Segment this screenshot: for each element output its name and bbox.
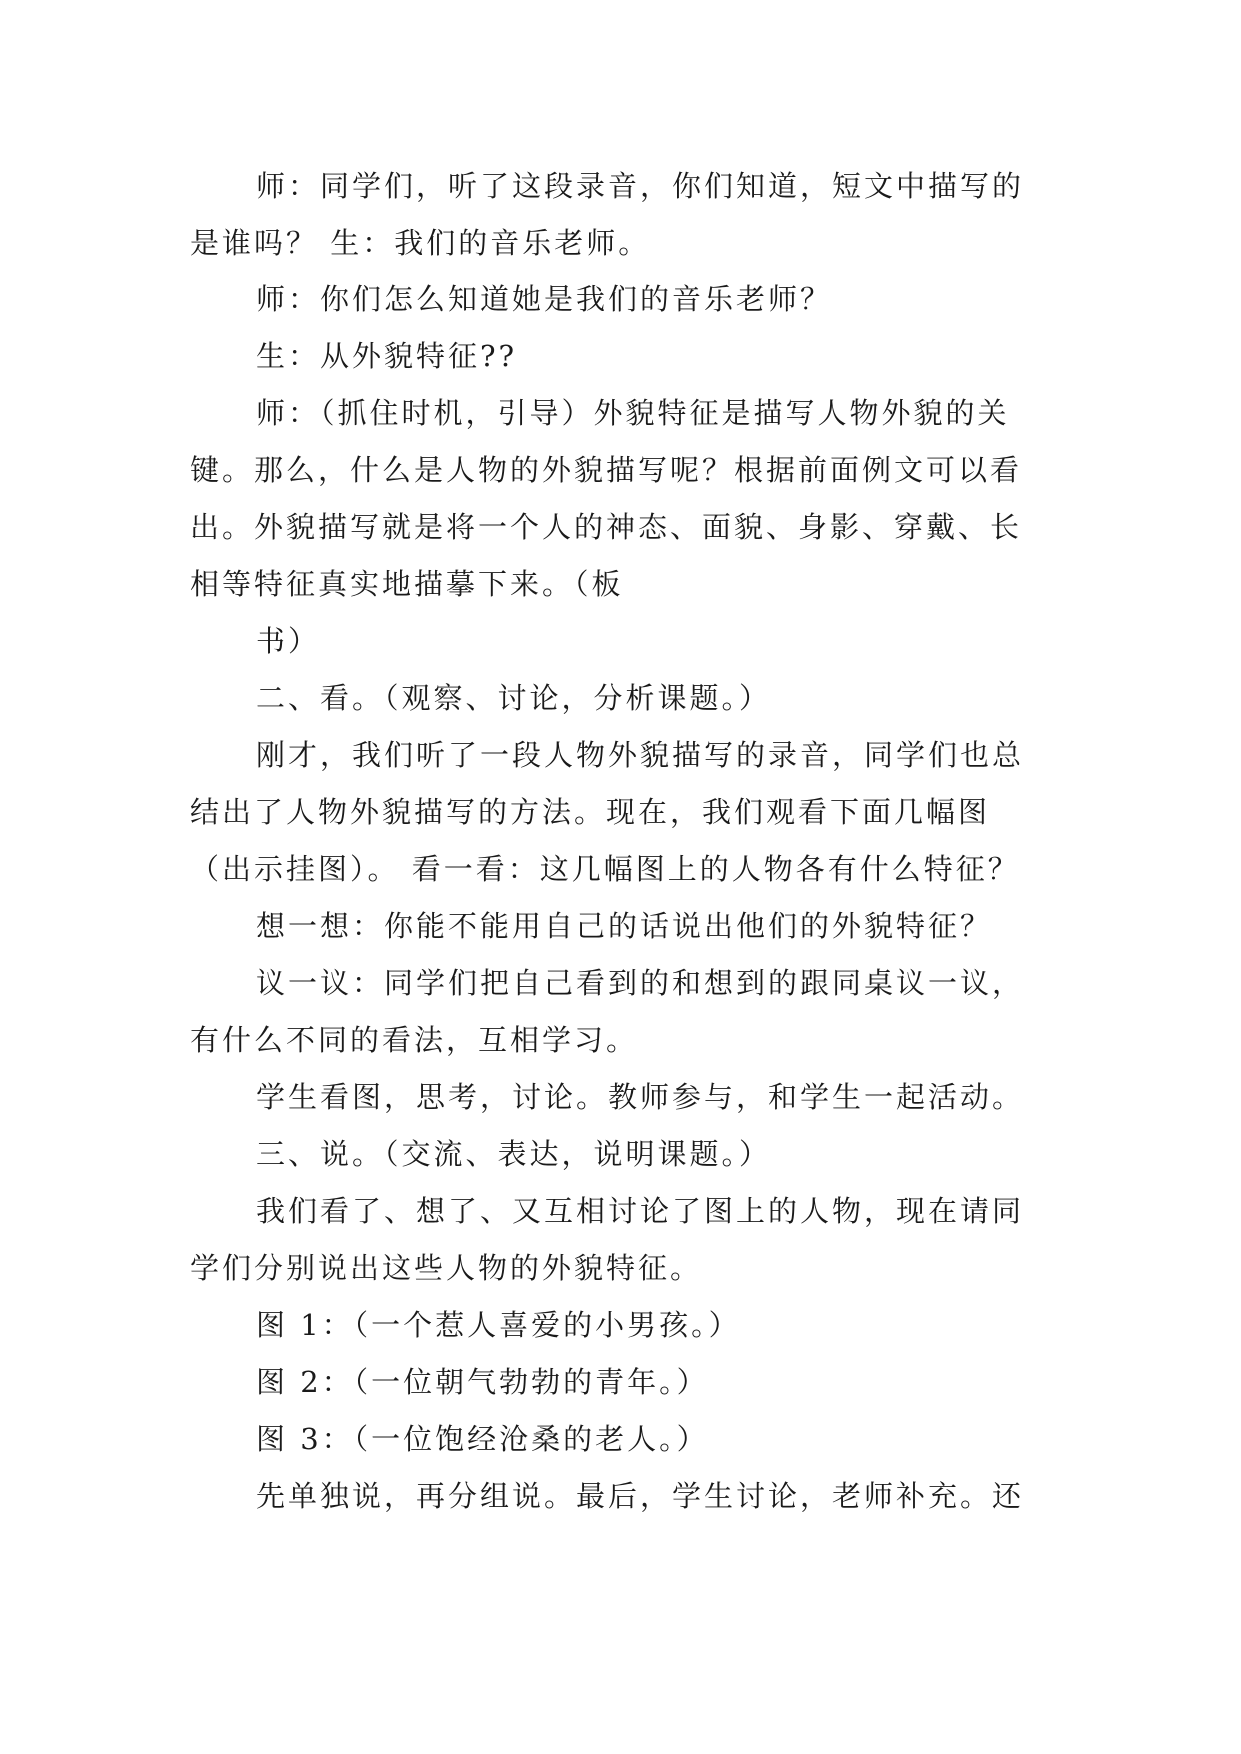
text-line: 学生看图，思考，讨论。教师参与，和学生一起活动。 bbox=[256, 1080, 1025, 1114]
text-line: 先单独说，再分组说。最后，学生讨论，老师补充。还 bbox=[256, 1479, 1025, 1513]
text-line: 结出了人物外貌描写的方法。现在，我们观看下面几幅图 bbox=[190, 795, 991, 829]
text-line: 师：（抓住时机，引导）外貌特征是描写人物外貌的关 bbox=[256, 396, 1010, 430]
text-line: 学们分别说出这些人物的外貌特征。 bbox=[190, 1251, 703, 1285]
text-line: 出。外貌描写就是将一个人的神态、面貌、身影、穿戴、长 bbox=[190, 510, 1023, 544]
text-line: 我们看了、想了、又互相讨论了图上的人物，现在请同 bbox=[256, 1194, 1025, 1228]
text-line: 相等特征真实地描摹下来。（板 bbox=[190, 567, 624, 601]
text-line: 是谁吗？ 生：我们的音乐老师。 bbox=[190, 226, 651, 260]
text-line: 生：从外貌特征?? bbox=[256, 339, 518, 373]
text-line: 图 3：（一位饱经沧桑的老人。） bbox=[256, 1422, 709, 1456]
text-line: 图 1：（一个惹人喜爱的小男孩。） bbox=[256, 1308, 741, 1342]
text-line: 键。那么，什么是人物的外貌描写呢？根据前面例文可以看 bbox=[190, 453, 1023, 487]
text-line: 有什么不同的看法，互相学习。 bbox=[190, 1023, 639, 1057]
text-line: 书） bbox=[256, 624, 321, 658]
section-heading: 三、说。（交流、表达，说明课题。） bbox=[256, 1137, 772, 1171]
section-heading: 二、看。（观察、讨论，分析课题。） bbox=[256, 681, 772, 715]
text-line: 师：同学们，听了这段录音，你们知道，短文中描写的 bbox=[256, 169, 1025, 203]
text-line: （出示挂图）。 看一看：这几幅图上的人物各有什么特征？ bbox=[190, 852, 1020, 886]
text-line: 议一议：同学们把自己看到的和想到的跟同桌议一议， bbox=[256, 966, 1025, 1000]
text-line: 想一想：你能不能用自己的话说出他们的外貌特征？ bbox=[256, 909, 993, 943]
text-line: 刚才，我们听了一段人物外貌描写的录音，同学们也总 bbox=[256, 738, 1025, 772]
text-line: 图 2：（一位朝气勃勃的青年。） bbox=[256, 1365, 709, 1399]
text-line: 师：你们怎么知道她是我们的音乐老师？ bbox=[256, 282, 833, 316]
